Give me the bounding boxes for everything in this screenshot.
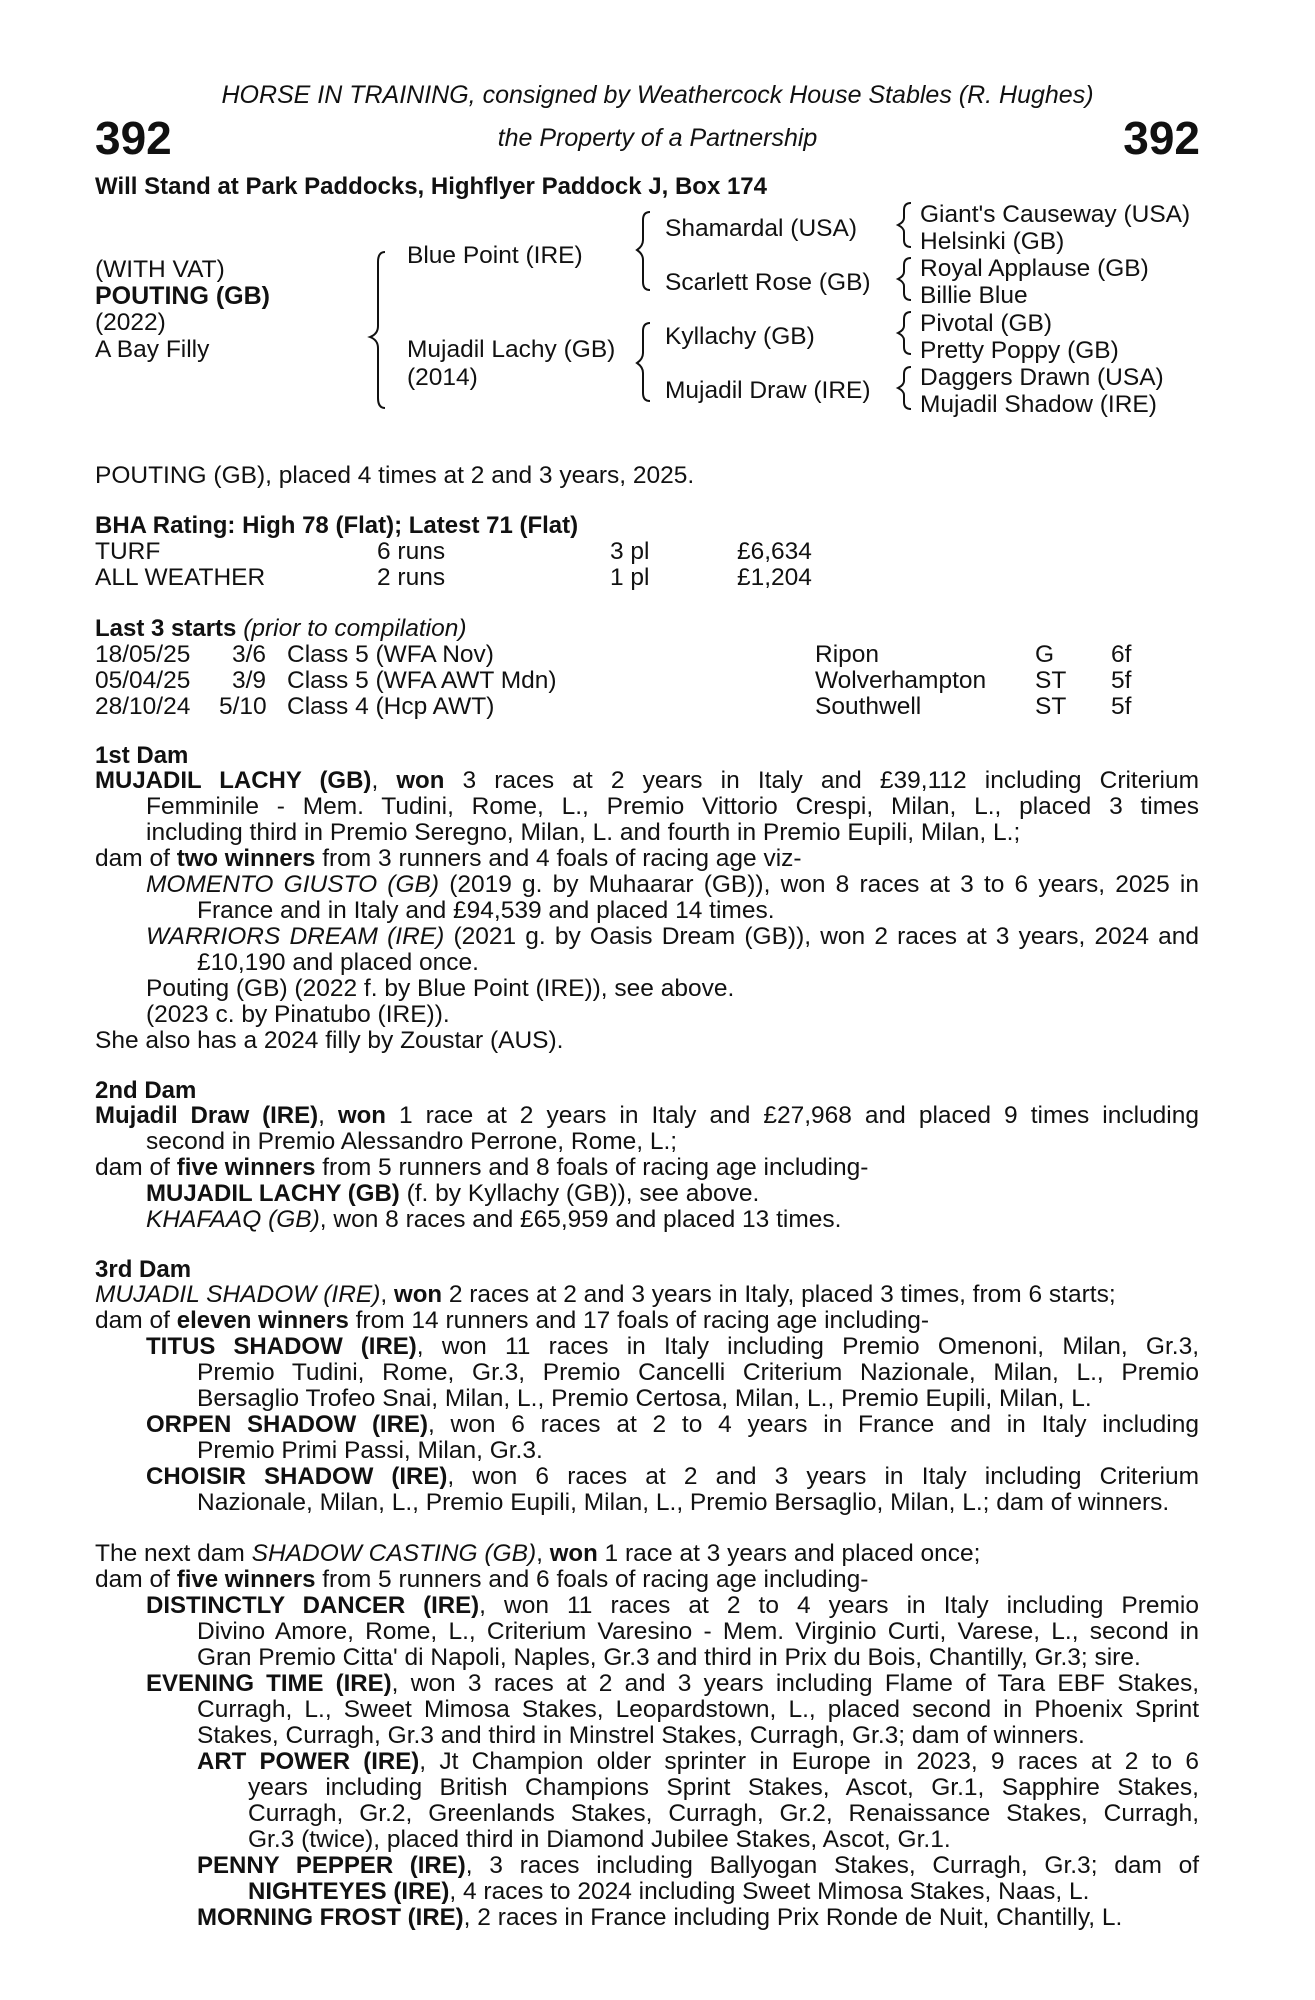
produce-record: , won 8 races and £65,959 and placed 13 times. <box>319 1206 842 1233</box>
second-dam-heading: 2nd Dam <box>95 1077 197 1104</box>
produce-name: EVENING TIME (IRE) <box>146 1670 392 1697</box>
rating-surface: TURF <box>95 538 161 565</box>
start-going: ST <box>1035 693 1067 720</box>
produce-entry-line: Curragh, Gr.2, Greenlands Stakes, Curragh, Gr.2, Renaissance Stakes, Curragh, <box>248 1800 1199 1827</box>
produce-entry <box>197 1905 1122 1930</box>
dam-of-label: dam of <box>95 845 170 872</box>
pedigree-g3-6: Pretty Poppy (GB) <box>920 337 1119 364</box>
produce-entry: Pouting (GB) (2022 f. by Blue Point (IRE)), see above. <box>146 975 735 1002</box>
pedigree-sire-sire: Shamardal (USA) <box>665 215 857 242</box>
start-course: Southwell <box>815 693 922 720</box>
produce-entry <box>146 1412 1199 1437</box>
pedigree-g3-3: Royal Applause (GB) <box>920 255 1149 282</box>
dam-of-label: dam of <box>95 1154 170 1181</box>
dam-of-label: dam of <box>95 1566 170 1593</box>
third-dam-heading: 3rd Dam <box>95 1256 192 1283</box>
produce-entry: (2023 c. by Pinatubo (IRE)). <box>146 1001 450 1028</box>
produce-summary: from 14 runners and 17 foals of racing age including- <box>355 1307 929 1334</box>
produce-entry <box>197 1853 1199 1878</box>
produce-entry <box>146 1181 759 1206</box>
produce-name: NIGHTEYES (IRE) <box>248 1878 450 1905</box>
produce-record: (2021 g. by Oasis Dream (GB)), won 2 races at 3 years, 2024 and <box>453 923 1200 950</box>
horse-name: POUTING (GB) <box>95 282 270 310</box>
horse-description: A Bay Filly <box>95 336 210 363</box>
first-dam-line: Femminile - Mem. Tudini, Rome, L., Premio Vittorio Crespi, Milan, L., placed 3 times <box>146 793 1199 820</box>
start-distance: 6f <box>1111 641 1132 668</box>
produce-name: ART POWER (IRE) <box>197 1748 420 1775</box>
winners-count: five winners <box>176 1566 316 1593</box>
produce-entry-line: Premio Primi Passi, Milan, Gr.3. <box>197 1437 543 1464</box>
produce-summary: from 5 runners and 6 foals of racing age including- <box>322 1566 869 1593</box>
rating-surface: ALL WEATHER <box>95 564 266 591</box>
produce-record: , won 6 races at 2 to 4 years in France and in Italy including <box>427 1411 1199 1438</box>
start-course: Wolverhampton <box>815 667 987 694</box>
rating-placed: 3 pl <box>610 538 650 565</box>
produce-name: PENNY PEPPER (IRE) <box>197 1852 466 1879</box>
start-position: 3/6 <box>232 641 267 668</box>
second-dam-record: 1 race at 2 years in Italy and £27,968 and placed 9 times including <box>399 1102 1199 1129</box>
produce-entry <box>146 924 1199 949</box>
produce-name: ORPEN SHADOW (IRE) <box>146 1411 428 1438</box>
rating-runs: 6 runs <box>377 538 446 565</box>
produce-record: , 3 races including Ballyogan Stakes, Curragh, Gr.3; dam of <box>465 1852 1199 1879</box>
first-dam-produce <box>95 846 802 871</box>
first-dam-name: MUJADIL LACHY (GB) <box>95 767 372 794</box>
second-dam-line: Mujadil Draw (IRE), won 1 race at 2 years in Italy and £27,968 and placed 9 times including <box>95 1102 1199 1129</box>
produce-name: MUJADIL LACHY (GB) <box>146 1180 400 1207</box>
produce-entry <box>146 1334 1199 1359</box>
produce-entry-line: Stakes, Curragh, Gr.3 and third in Minstrel Stakes, Curragh, Gr.3; dam of winners. <box>197 1722 1085 1749</box>
produce-entry <box>146 1464 1199 1489</box>
won-label: won <box>394 1281 443 1308</box>
start-race: Class 5 (WFA Nov) <box>287 641 494 668</box>
next-dam-label: The next dam <box>95 1540 245 1567</box>
produce-name: WARRIORS DREAM (IRE) <box>146 923 445 950</box>
start-race: Class 5 (WFA AWT Mdn) <box>287 667 557 694</box>
third-dam-record: 2 races at 2 and 3 years in Italy, placed 3 times, from 6 starts; <box>448 1281 1116 1308</box>
pedigree-g3-7: Daggers Drawn (USA) <box>920 364 1164 391</box>
produce-summary: from 3 runners and 4 foals of racing age viz- <box>322 845 802 872</box>
third-dam-line: MUJADIL SHADOW (IRE), won 2 races at 2 and 3 years in Italy, placed 3 times, from 6 starts; <box>95 1281 1116 1308</box>
pedigree-g3-8: Mujadil Shadow (IRE) <box>920 391 1157 418</box>
produce-record: , 2 races in France including Prix Ronde de Nuit, Chantilly, L. <box>463 1904 1123 1931</box>
vat-note: (WITH VAT) <box>95 256 225 283</box>
first-dam-line: including third in Premio Seregno, Milan, L. and fourth in Premio Eupili, Milan, L.; <box>146 819 1021 846</box>
rating-placed: 1 pl <box>610 564 650 591</box>
pedigree-g3-2: Helsinki (GB) <box>920 228 1065 255</box>
third-dam-produce <box>95 1308 929 1333</box>
next-dam-record: 1 race at 3 years and placed once; <box>604 1540 981 1567</box>
produce-entry <box>248 1879 1089 1904</box>
start-position: 5/10 <box>219 693 267 720</box>
rating-runs: 2 runs <box>377 564 446 591</box>
last-starts-title: Last 3 starts <box>95 615 237 642</box>
pedigree-dam-dam: Mujadil Draw (IRE) <box>665 377 871 404</box>
start-date: 28/10/24 <box>95 693 191 720</box>
pedigree-g3-5: Pivotal (GB) <box>920 310 1053 337</box>
last-starts-note: (prior to compilation) <box>243 615 467 642</box>
pedigree-dam-sire: Kyllachy (GB) <box>665 323 815 350</box>
first-dam-line: MUJADIL LACHY (GB), won 3 races at 2 years in Italy and £39,112 including Criterium <box>95 767 1199 794</box>
produce-entry-line: £10,190 and placed once. <box>197 949 479 976</box>
horse-year: (2022) <box>95 309 166 336</box>
first-dam-heading: 1st Dam <box>95 742 189 769</box>
produce-entry-line: Curragh, L., Sweet Mimosa Stakes, Leopardstown, L., placed second in Phoenix Sprint <box>197 1696 1199 1723</box>
winners-count: two winners <box>176 845 316 872</box>
produce-entry <box>146 1207 841 1232</box>
start-date: 05/04/25 <box>95 667 191 694</box>
produce-entry-line: Premio Tudini, Rome, Gr.3, Premio Cancelli Criterium Nazionale, Milan, L., Premio <box>197 1359 1199 1386</box>
second-dam-produce <box>95 1155 868 1180</box>
second-dam-line: second in Premio Alessandro Perrone, Rome, L.; <box>146 1128 678 1155</box>
first-dam-note: She also has a 2024 filly by Zoustar (AUS). <box>95 1027 564 1054</box>
produce-entry-line: Gr.3 (twice), placed third in Diamond Jubilee Stakes, Ascot, Gr.1. <box>248 1826 951 1853</box>
start-going: G <box>1035 641 1055 668</box>
won-label: won <box>337 1102 386 1129</box>
won-label: won <box>549 1540 598 1567</box>
lot-number-left: 392 <box>95 112 172 164</box>
pedigree-dam: Mujadil Lachy (GB) <box>407 336 616 363</box>
start-distance: 5f <box>1111 693 1132 720</box>
produce-record: , won 11 races in Italy including Premio Omenoni, Milan, Gr.3, <box>416 1333 1199 1360</box>
produce-entry-line: Bersaglio Trofeo Snai, Milan, L., Premio Certosa, Milan, L., Premio Eupili, Milan, L. <box>197 1385 1092 1412</box>
race-summary: POUTING (GB), placed 4 times at 2 and 3 years, 2025. <box>95 462 695 489</box>
produce-record: (2019 g. by Muhaarar (GB)), won 8 races at 3 to 6 years, 2025 in <box>449 871 1199 898</box>
start-position: 3/9 <box>232 667 267 694</box>
produce-entry <box>146 1671 1199 1696</box>
dam-of-label: dam of <box>95 1307 170 1334</box>
last-starts-heading <box>95 615 467 643</box>
second-dam-name: Mujadil Draw (IRE) <box>95 1102 319 1129</box>
produce-entry-line: Nazionale, Milan, L., Premio Eupili, Milan, L., Premio Bersaglio, Milan, L.; dam of winners. <box>197 1489 1170 1516</box>
produce-record: , won 11 races at 2 to 4 years in Italy including Premio <box>479 1592 1200 1619</box>
won-label: won <box>396 767 445 794</box>
produce-record: , Jt Champion older sprinter in Europe in 2023, 9 races at 2 to 6 <box>419 1748 1199 1775</box>
produce-record: , 4 races to 2024 including Sweet Mimosa Stakes, Naas, L. <box>449 1878 1090 1905</box>
produce-record: (f. by Kyllachy (GB)), see above. <box>406 1180 760 1207</box>
first-dam-record: 3 races at 2 years in Italy and £39,112 including Criterium <box>462 767 1199 794</box>
next-dam-line: The next dam SHADOW CASTING (GB), won 1 race at 3 years and placed once; <box>95 1540 981 1567</box>
third-dam-name: MUJADIL SHADOW (IRE) <box>95 1281 381 1308</box>
produce-name: MOMENTO GIUSTO (GB) <box>146 871 440 898</box>
produce-record: , won 3 races at 2 and 3 years including Flame of Tara EBF Stakes, <box>391 1670 1199 1697</box>
bha-rating-heading: BHA Rating: High 78 (Flat); Latest 71 (Flat) <box>95 512 579 539</box>
produce-entry <box>146 872 1199 897</box>
produce-summary: from 5 runners and 8 foals of racing age including- <box>322 1154 869 1181</box>
start-course: Ripon <box>815 641 880 668</box>
produce-name: CHOISIR SHADOW (IRE) <box>146 1463 448 1490</box>
produce-entry-line: Divino Amore, Rome, L., Criterium Varesino - Mem. Virginio Curti, Varese, L., second in <box>197 1618 1199 1645</box>
produce-entry-line: years including British Champions Sprint Stakes, Ascot, Gr.1, Sapphire Stakes, <box>248 1774 1199 1801</box>
produce-entry <box>146 1593 1199 1618</box>
rating-earnings: £1,204 <box>737 564 812 591</box>
rating-earnings: £6,634 <box>737 538 812 565</box>
catalogue-header: HORSE IN TRAINING, consigned by Weathercock House Stables (R. Hughes) <box>221 81 1094 109</box>
start-date: 18/05/25 <box>95 641 191 668</box>
next-dam-name: SHADOW CASTING (GB) <box>251 1540 537 1567</box>
start-going: ST <box>1035 667 1067 694</box>
next-dam-produce <box>95 1567 868 1592</box>
lot-number-right: 392 <box>1123 112 1200 164</box>
produce-entry <box>197 1749 1199 1774</box>
produce-name: TITUS SHADOW (IRE) <box>146 1333 417 1360</box>
produce-name: MORNING FROST (IRE) <box>197 1904 464 1931</box>
start-distance: 5f <box>1111 667 1132 694</box>
produce-name: KHAFAAQ (GB) <box>146 1206 320 1233</box>
property-line: the Property of a Partnership <box>497 124 818 152</box>
produce-record: , won 6 races at 2 and 3 years in Italy including Criterium <box>447 1463 1199 1490</box>
winners-count: eleven winners <box>176 1307 349 1334</box>
pedigree-g3-1: Giant's Causeway (USA) <box>920 201 1191 228</box>
winners-count: five winners <box>176 1154 316 1181</box>
start-race: Class 4 (Hcp AWT) <box>287 693 495 720</box>
pedigree-sire: Blue Point (IRE) <box>407 242 583 269</box>
pedigree-sire-dam: Scarlett Rose (GB) <box>665 269 871 296</box>
pedigree-dam-year: (2014) <box>407 364 478 391</box>
produce-entry-line: Gran Premio Citta' di Napoli, Naples, Gr.3 and third in Prix du Bois, Chantilly, Gr.3; sire. <box>197 1644 1141 1671</box>
stabling-location: Will Stand at Park Paddocks, Highflyer Paddock J, Box 174 <box>95 173 767 200</box>
pedigree-g3-4: Billie Blue <box>920 282 1028 309</box>
produce-name: DISTINCTLY DANCER (IRE) <box>146 1592 480 1619</box>
produce-entry-line: France and in Italy and £94,539 and placed 14 times. <box>197 897 775 924</box>
